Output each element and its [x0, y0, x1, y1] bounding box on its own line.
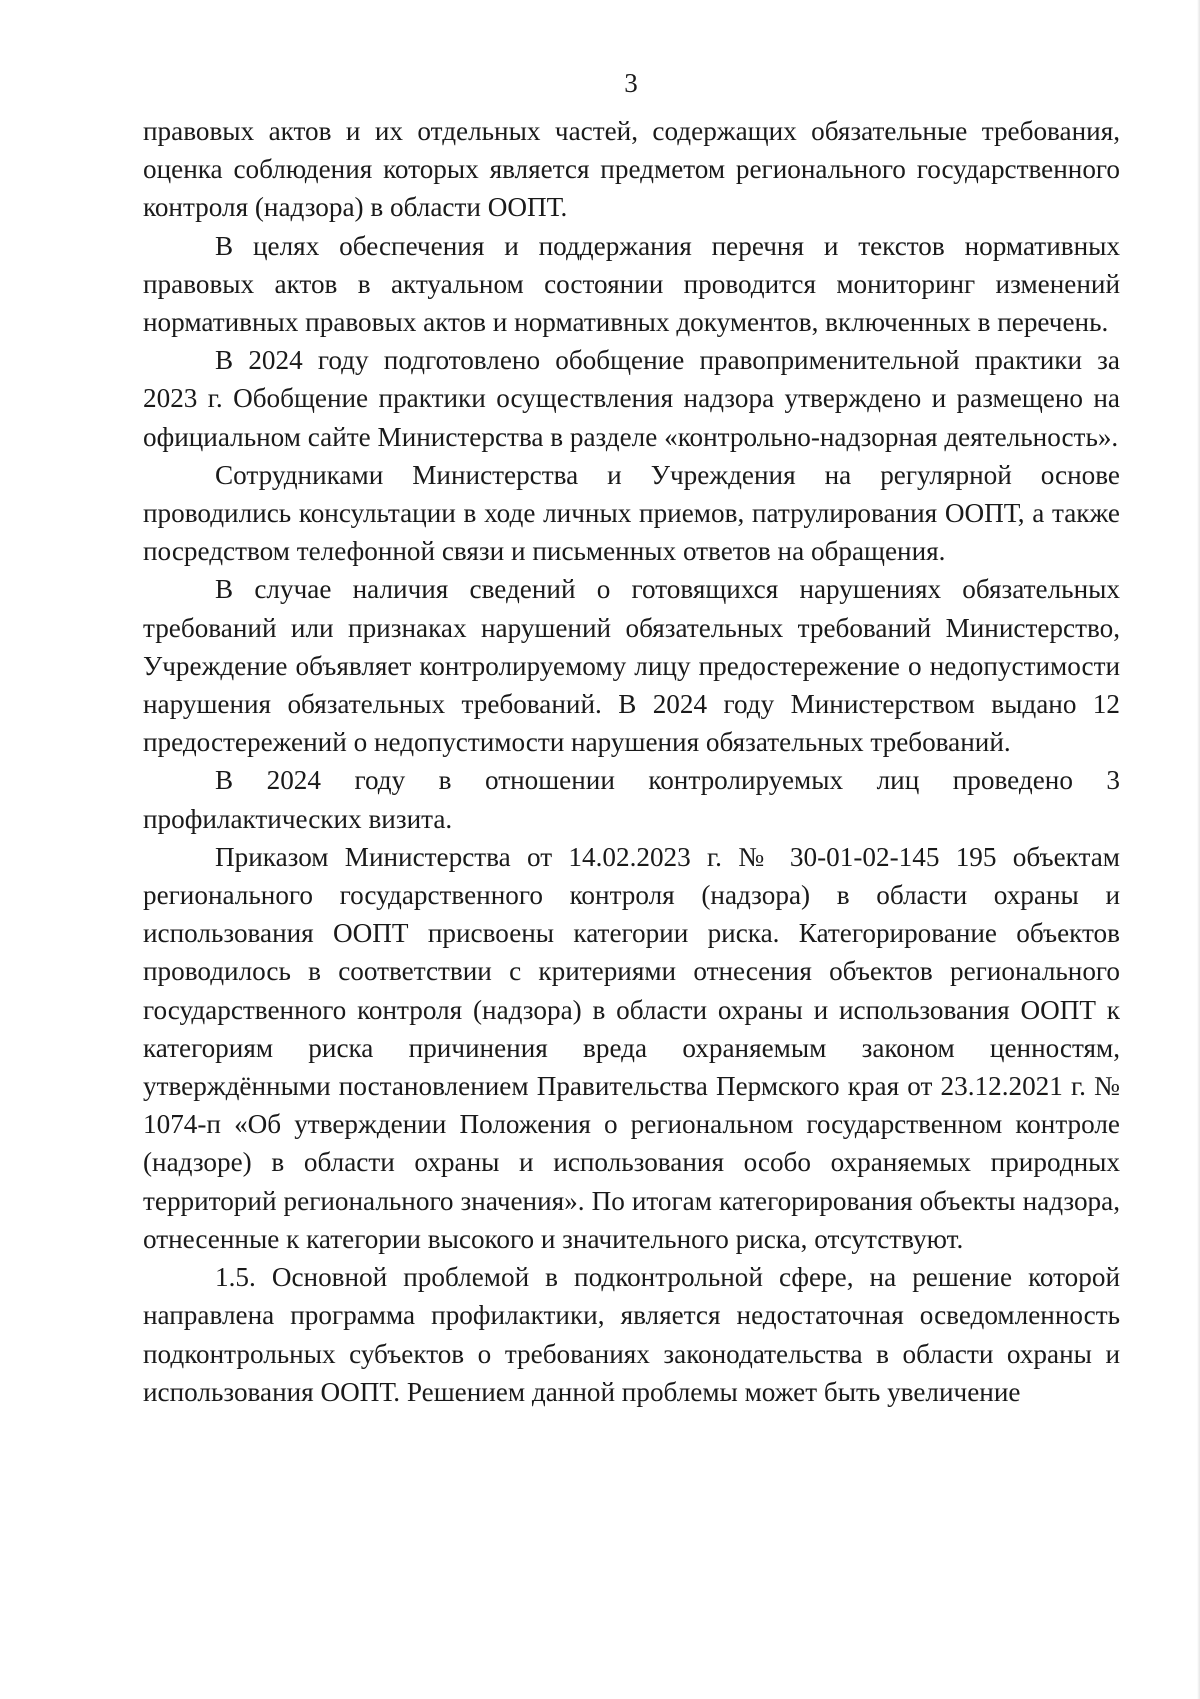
page-number: 3 [624, 68, 638, 98]
paragraph-risk-categories: Приказом Министерства от 14.02.2023 г. № 30-01-02-145 195 объектам регионального государственного контроля (надзора) в области охраны и использования ООПТ присвоены категории риска. Категорирование объектов проводилось в соответствии с критериями отнесения объектов регионального государственного контроля (надзора) в области охраны и использования ООПТ к категориям риска причинения вреда охраняемым законом ценностям, утверждёнными постановлением Правительства Пермского края от 23.12.2021 г. № 1074-п «Об утверждении Положения о региональном государственном контроле (надзоре) в области охраны и использования особо охраняемых природных территорий регионального значения». По итогам категорирования объекты надзора, отнесенные к категории высокого и значительного риска, отсутствуют. [143, 841, 1120, 1254]
paragraph-monitoring: В целях обеспечения и поддержания перечня и текстов нормативных правовых актов в актуальном состоянии проводится мониторинг изменений нормативных правовых актов и нормативных документов, включенных в перечень. [143, 230, 1120, 338]
paragraph-main-problem: 1.5. Основной проблемой в подконтрольной сфере, на решение которой направлена программа профилактики, является недостаточная осведомленность подконтрольных субъектов о требованиях законодательства в области охраны и использования ООПТ. Решением данной проблемы может быть увеличение [143, 1262, 1120, 1407]
paragraph-warnings: В случае наличия сведений о готовящихся нарушениях обязательных требований или признаках нарушений обязательных требований Министерство, Учреждение объявляет контролируемому лицу предостережение о недопустимости нарушения обязательных требований. В 2024 году Министерством выдано 12 предостережений о недопустимости нарушения обязательных требований. [143, 574, 1120, 758]
paragraph-consultations: Сотрудниками Министерства и Учреждения на регулярной основе проводились консультации в ходе личных приемов, патрулирования ООПТ, а также посредством телефонной связи и письменных ответов на обращения. [143, 459, 1120, 567]
paragraph-visits: В 2024 году в отношении контролируемых лиц проведено 3 профилактических визита. [143, 765, 1120, 834]
document-body [143, 112, 1120, 1411]
paragraph-continuation: правовых актов и их отдельных частей, содержащих обязательные требования, оценка соблюдения которых является предметом регионального государственного контроля (надзора) в области ООПТ. [143, 116, 1120, 223]
paragraph-practice-summary: В 2024 году подготовлено обобщение правоприменительной практики за 2023 г. Обобщение практики осуществления надзора утверждено и размещено на официальном сайте Министерства в разделе «контрольно-надзорная деятельность». [143, 345, 1120, 452]
